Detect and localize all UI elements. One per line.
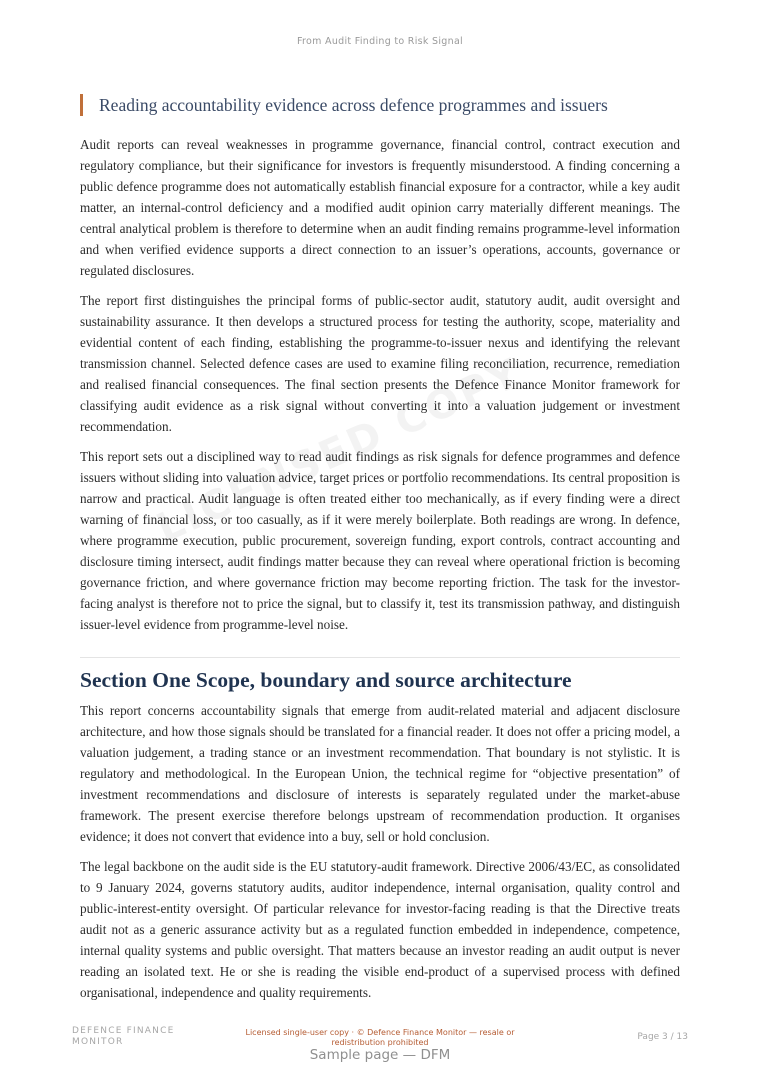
page-number: Page 3 / 13 (637, 1032, 688, 1042)
section-heading: Section One Scope, boundary and source architecture (80, 668, 572, 692)
page-body (80, 90, 680, 1012)
intro-paragraph: Audit reports can reveal weaknesses in programme governance, financial control, contract execution and regulatory compliance, but their significance for investors is frequently misunderstood. A finding concerning a public defence programme does not automatically establish financial exposure for a contractor, while a key audit matter, an internal-control deficiency and a modified audit opinion carry materially different meanings. The central analytical problem is therefore to determine when an audit finding remains programme-level information and when verified evidence supports a direct connection to an issuer’s operations, accounts, governance or regulated disclosures. (80, 137, 680, 278)
body-paragraph: The legal backbone on the audit side is the EU statutory-audit framework. Directive 2006/43/EC, as consolidated to 9 January 2024, governs statutory audits, auditor independence, internal organisation, quality control and public-interest-entity oversight. Of particular relevance for investor-facing reading is that the Directive treats audit not as a generic assurance activity but as a regulated function embedded in independence, competence, internal quality systems and public oversight. That matters because an investor reading an audit output is never reading an isolated text. He or she is reading the visible end-product of a supervised process with defined organisational, independence and quality requirements. (80, 859, 680, 1000)
footer-publisher: DEFENCE FINANCE MONITOR (72, 1026, 175, 1047)
footer-license-notice: Licensed single-user copy · © Defence Finance Monitor — resale or redistribution prohibited (245, 1028, 515, 1047)
body-paragraph: This report concerns accountability signals that emerge from audit-related material and adjacent disclosure architecture, and how those signals should be translated for a financial reader. It does not offer a pricing model, a valuation judgement, a trading stance or an investment recommendation. That boundary is not stylistic. It is regulatory and methodological. In the European Union, the technical regime for “objective presentation” of investment recommendations and disclosure of interests is separately regulated under the market-abuse framework. The present exercise therefore belongs upstream of recommendation production. It organises evidence; it does not convert that evidence into a buy, sell or hold conclusion. (80, 703, 680, 844)
section-divider (80, 657, 680, 658)
callout-box (80, 94, 680, 116)
intro-paragraph: This report sets out a disciplined way to read audit findings as risk signals for defence programmes and defence issuers without sliding into valuation advice, target prices or portfolio recommendations. Its central proposition is narrow and practical. Audit language is often treated either too mechanically, as if every finding were a direct warning of financial loss, or too casually, as if it were merely boilerplate. Both readings are wrong. In defence, where programme execution, public procurement, sovereign funding, export controls, contract accounting and disclosure timing intersect, audit findings matter because they can reveal where operational friction is becoming governance friction, and where governance friction may become reporting friction. The task for the investor-facing analyst is therefore not to price the signal, but to classify it, test its transmission pathway, and distinguish issuer-level evidence from programme-level noise. (80, 449, 680, 632)
callout-heading: Reading accountability evidence across defence programmes and issuers (99, 95, 608, 115)
sample-page-stamp: Sample page — DFM (309, 1047, 451, 1063)
running-header: From Audit Finding to Risk Signal (296, 36, 463, 47)
intro-paragraph: The report first distinguishes the principal forms of public-sector audit, statutory audit, audit oversight and sustainability assurance. It then develops a structured process for testing the authority, scope, materiality and evidential content of each finding, establishing the programme-to-issuer nexus and identifying the relevant transmission channel. Selected defence cases are used to examine filing reconciliation, recurrence, remediation and realised financial consequences. The final section presents the Defence Finance Monitor framework for classifying audit evidence as a risk signal without converting it into a valuation judgement or investment recommendation. (80, 293, 680, 434)
